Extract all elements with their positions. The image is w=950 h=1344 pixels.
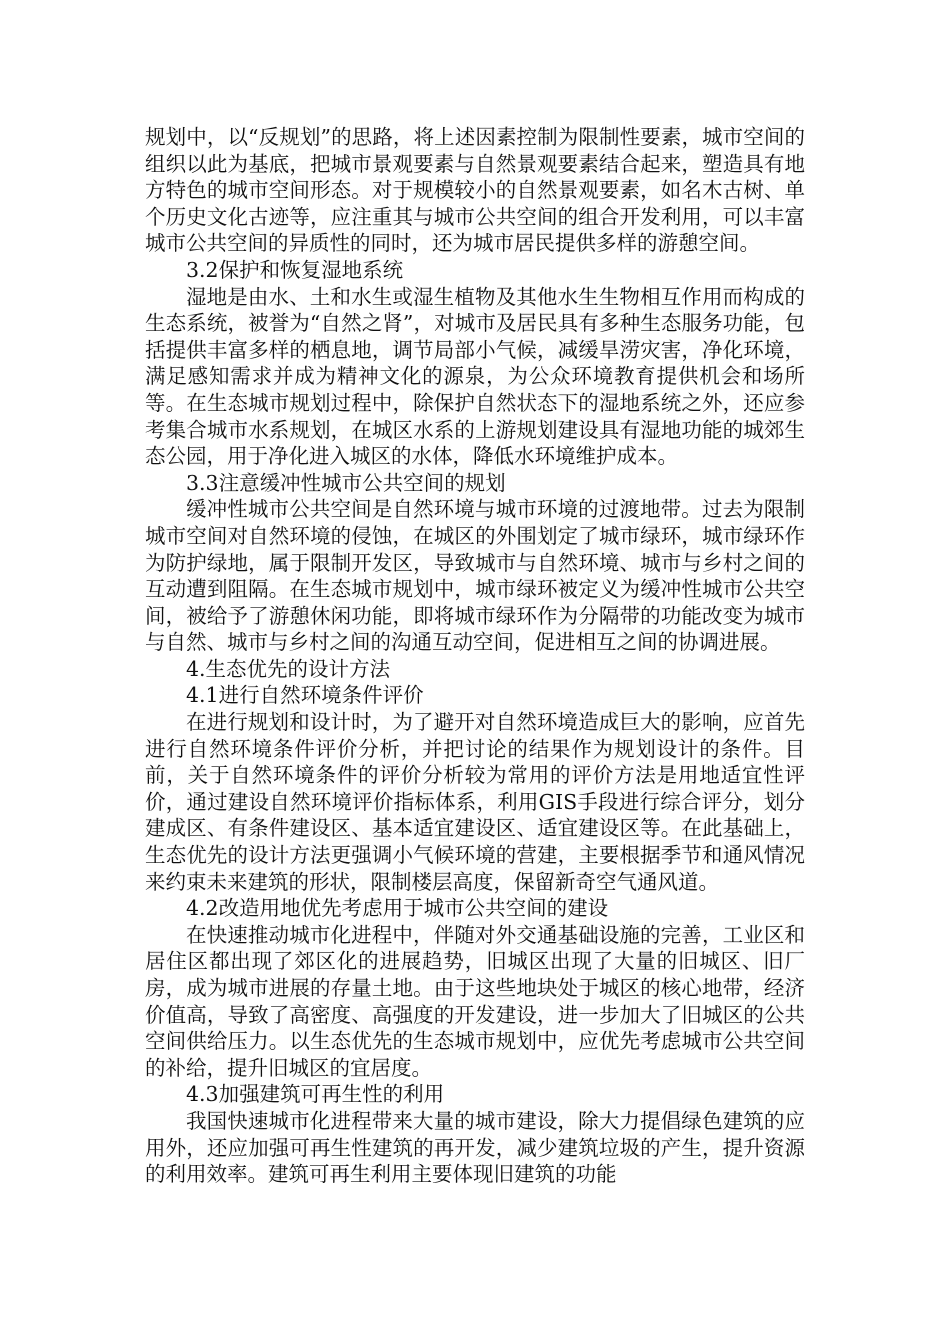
section-heading-4: 4.生态优先的设计方法: [186, 656, 391, 681]
paragraph-environment-evaluation: 在进行规划和设计时，为了避开对自然环境造成巨大的影响，应首先进行自然环境条件评价分析，并把讨论的结果作为规划设计的条件。目前，关于自然环境条件的评价分析较为常用的评价方法是用地适宜性评价，通过建设自然环境评价指标体系，利用GIS手段进行综合评分，划分建成区、有条件建设区、基本适宜建设区、适宜建设区等。在此基础上，生态优先的设计方法更强调小气候环境的营建，主要根据季节和通风情况来约束未来建筑的形状，限制楼层高度，保留新奇空气通风道。: [145, 710, 805, 894]
paragraph-buffer-space: 缓冲性城市公共空间是自然环境与城市环境的过渡地带。过去为限制城市空间对自然环境的侵蚀，在城区的外围划定了城市绿环，城市绿环作为防护绿地，属于限制开发区，导致城市与自然环境、城市与乡村之间的互动遭到阻隔。在生态城市规划中，城市绿环被定义为缓冲性城市公共空间，被给予了游憩休闲功能，即将城市绿环作为分隔带的功能改变为城市与自然、城市与乡村之间的沟通互动空间，促进相互之间的协调进展。: [145, 497, 805, 655]
section-heading-4-3: 4.3加强建筑可再生性的利用: [186, 1082, 445, 1107]
section-heading-3-2: 3.2保护和恢复湿地系统: [186, 257, 404, 282]
section-heading-4-1: 4.1进行自然环境条件评价: [186, 683, 424, 708]
paragraph-continued: 规划中，以“反规划”的思路，将上述因素控制为限制性要素，城市空间的组织以此为基底，把城市景观要素与自然景观要素结合起来，塑造具有地方特色的城市空间形态。对于规模较小的自然景观要素，如名木古树、单个历史文化古迹等，应注重其与城市公共空间的组合开发利用，可以丰富城市公共空间的异质性的同时，还为城市居民提供多样的游憩空间。: [145, 125, 805, 256]
document-body: [145, 124, 805, 1188]
section-heading-4-2: 4.2改造用地优先考虑用于城市公共空间的建设: [186, 896, 609, 921]
section-heading-3-3: 3.3注意缓冲性城市公共空间的规划: [186, 470, 506, 495]
paragraph-wetland: 湿地是由水、土和水生或湿生植物及其他水生生物相互作用而构成的生态系统，被誉为“自然之肾”，对城市及居民具有多种生态服务功能，包括提供丰富多样的栖息地，调节局部小气候，减缓旱涝灾害，净化环境，满足感知需求并成为精神文化的源泉，为公众环境教育提供机会和场所等。在生态城市规划过程中，除保护自然状态下的湿地系统之外，还应参考集合城市水系规划，在城区水系的上游规划建设具有湿地功能的城郊生态公园，用于净化进入城区的水体，降低水环境维护成本。: [145, 284, 805, 469]
paragraph-land-reuse: 在快速推动城市化进程中，伴随对外交通基础设施的完善，工业区和居住区都出现了郊区化的进展趋势，旧城区出现了大量的旧城区、旧厂房，成为城市进展的存量土地。由于这些地块处于城区的核心地带，经济价值高，导致了高密度、高强度的开发建设，进一步加大了旧城区的公共空间供给压力。以生态优先的生态城市规划中，应优先考虑城市公共空间的补给，提升旧城区的宜居度。: [145, 922, 805, 1080]
paragraph-building-reuse: 我国快速城市化进程带来大量的城市建设，除大力提倡绿色建筑的应用外，还应加强可再生性建筑的再开发，减少建筑垃圾的产生，提升资源的利用效率。建筑可再生利用主要体现旧建筑的功能: [145, 1108, 805, 1187]
